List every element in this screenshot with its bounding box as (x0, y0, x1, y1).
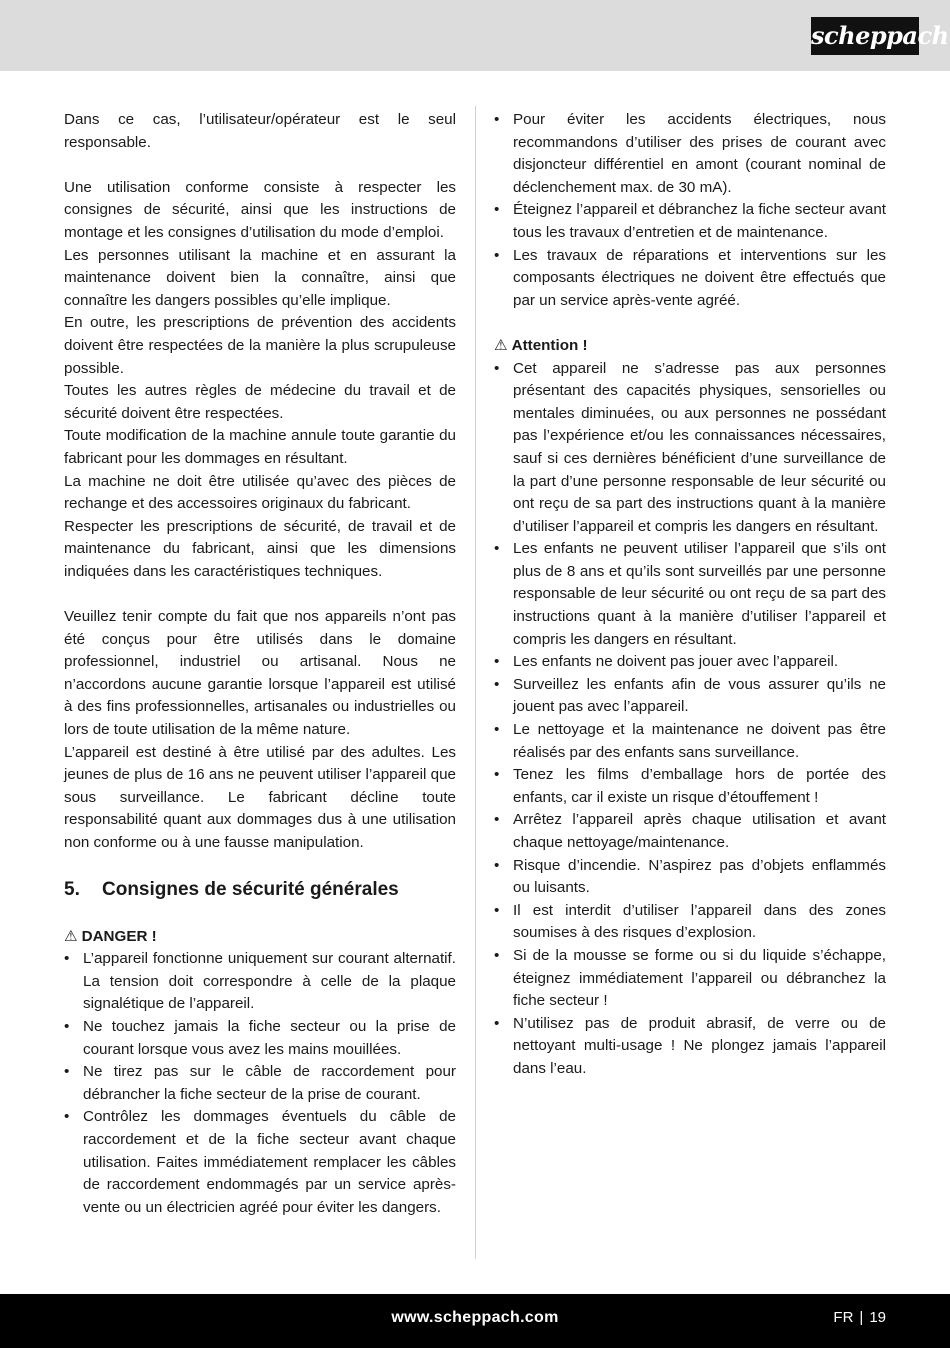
list-item: • Surveillez les enfants afin de vous assurer qu’ils ne jouent pas avec l’appareil. (494, 674, 886, 719)
section-title: Consignes de sécurité générales (102, 878, 399, 900)
list-item: • Ne touchez jamais la fiche secteur ou la prise de courant lorsque vous avez les mains mouillées. (64, 1016, 456, 1061)
left-column (64, 109, 456, 1219)
list-item: • Éteignez l’appareil et débranchez la fiche secteur avant tous les travaux d’entretien et de maintenance. (494, 199, 886, 244)
list-item: • Les enfants ne doivent pas jouer avec l’appareil. (494, 651, 886, 674)
paragraph: Toutes les autres règles de médecine du travail et de sécurité doivent être respectées. (64, 382, 456, 422)
page-separator: | (859, 1309, 864, 1326)
footer-band (0, 1294, 950, 1348)
list-item: • Arrêtez l’appareil après chaque utilisation et avant chaque nettoyage/maintenance. (494, 809, 886, 854)
paragraph: Une utilisation conforme consiste à respecter les consignes de sécurité, ainsi que les instructions de montage et les consignes d’utilisation du mode d’emploi. (64, 178, 456, 241)
list-item: • Si de la mousse se forme ou si du liquide s’échappe, éteignez immédiatement l’appareil ou débranchez la fiche secteur ! (494, 945, 886, 1013)
list-item: • Les enfants ne peuvent utiliser l’appareil que s’ils ont plus de 8 ans et qu’ils sont surveillés par une personne responsable de leur sécurité ou ont reçu de sa part des instructions quant à la manière d’utiliser l’appareil et compris les dangers en résultant. (494, 538, 886, 651)
electrical-safety-list (494, 109, 886, 312)
list-item: • Les travaux de réparations et interventions sur les composants électriques ne doivent être effectués que par un service après-vente agréé. (494, 245, 886, 313)
warning-triangle-icon: ⚠ (64, 927, 78, 945)
list-item: • Ne tirez pas sur le câble de raccordement pour débrancher la fiche secteur de la prise de courant. (64, 1061, 456, 1106)
paragraph: En outre, les prescriptions de prévention des accidents doivent être respectées de la manière la plus scrupuleuse possible. (64, 314, 456, 377)
brand-logo: scheppach (811, 17, 919, 55)
danger-label: DANGER ! (81, 927, 157, 945)
danger-list (64, 948, 456, 1219)
paragraph: La machine ne doit être utilisée qu’avec des pièces de rechange et des accessoires originaux du fabricant. (64, 472, 456, 513)
paragraph: Dans ce cas, l’utilisateur/opérateur est le seul responsable. (64, 111, 456, 151)
right-column (494, 109, 886, 1081)
attention-heading (494, 335, 886, 358)
danger-heading (64, 926, 456, 949)
paragraph: L’appareil est destiné à être utilisé par des adultes. Les jeunes de plus de 16 ans ne peuvent utiliser l’appareil que sous surveillance. Le fabricant décline toute responsabilité quant aux dommages dus à une utilisation non conforme ou à une fausse manipulation. (64, 743, 456, 851)
website-url: www.scheppach.com (391, 1309, 559, 1326)
header-band (0, 0, 950, 71)
list-item: • Risque d’incendie. N’aspirez pas d’objets enflammés ou luisants. (494, 855, 886, 900)
list-item: • L’appareil fonctionne uniquement sur courant alternatif. La tension doit correspondre à celle de la plaque signalétique de l’appareil. (64, 948, 456, 1016)
page-number: 19 (869, 1309, 886, 1326)
paragraph: Respecter les prescriptions de sécurité, de travail et de maintenance du fabricant, ainsi que les dimensions indiquées dans les caractéristiques techniques. (64, 517, 456, 580)
paragraph: Veuillez tenir compte du fait que nos appareils n’ont pas été conçus pour être utilisés dans le domaine professionnel, industriel ou artisanal. Nous ne n’accordons aucune garantie lorsque l’appareil est utilisé à des fins professionnelles, artisanales ou industrielles ou lors de toute utilisation de la même nature. (64, 608, 456, 739)
list-item: • Contrôlez les dommages éventuels du câble de raccordement et de la fiche secteur avant chaque utilisation. Faites immédiatement remplacer les câbles de raccordement endommagés par un service après-vente ou un électricien agréé pour éviter les dangers. (64, 1106, 456, 1219)
list-item: • Le nettoyage et la maintenance ne doivent pas être réalisés par des enfants sans surveillance. (494, 719, 886, 764)
list-item: • Pour éviter les accidents électriques, nous recommandons d’utiliser des prises de courant avec disjoncteur différentiel en amont (courant nominal de déclenchement max. de 30 mA). (494, 109, 886, 199)
column-divider (475, 106, 476, 1259)
paragraph: Les personnes utilisant la machine et en assurant la maintenance doivent bien la connaître, ainsi que connaître les dangers possibles qu’elle implique. (64, 246, 456, 309)
list-item: • Il est interdit d’utiliser l’appareil dans des zones soumises à des risques d’explosion. (494, 900, 886, 945)
language-code: FR (833, 1309, 854, 1326)
attention-list (494, 358, 886, 1081)
list-item: • Cet appareil ne s’adresse pas aux personnes présentant des capacités physiques, sensorielles ou mentales diminuées, ou aux personnes ne possédant pas l’expérience et/ou les connaissances nécessaires, sauf si ces dernières bénéficient d’une surveillance de la part d’une personne responsable de leur sécurité ou ont reçu de sa part des instructions quant à la manière d’utiliser l’appareil et compris les dangers en résultant. (494, 358, 886, 539)
attention-label: Attention ! (511, 336, 588, 354)
list-item: • N’utilisez pas de produit abrasif, de verre ou de nettoyant multi-usage ! Ne plongez jamais l’appareil dans l’eau. (494, 1013, 886, 1081)
section-number: 5. (64, 878, 80, 900)
warning-triangle-icon: ⚠ (494, 336, 508, 354)
page-indicator (833, 1294, 886, 1342)
section-heading (64, 878, 456, 902)
paragraph: Toute modification de la machine annule toute garantie du fabricant pour les dommages en résultant. (64, 427, 456, 467)
list-item: • Tenez les films d’emballage hors de portée des enfants, car il existe un risque d’étouffement ! (494, 764, 886, 809)
